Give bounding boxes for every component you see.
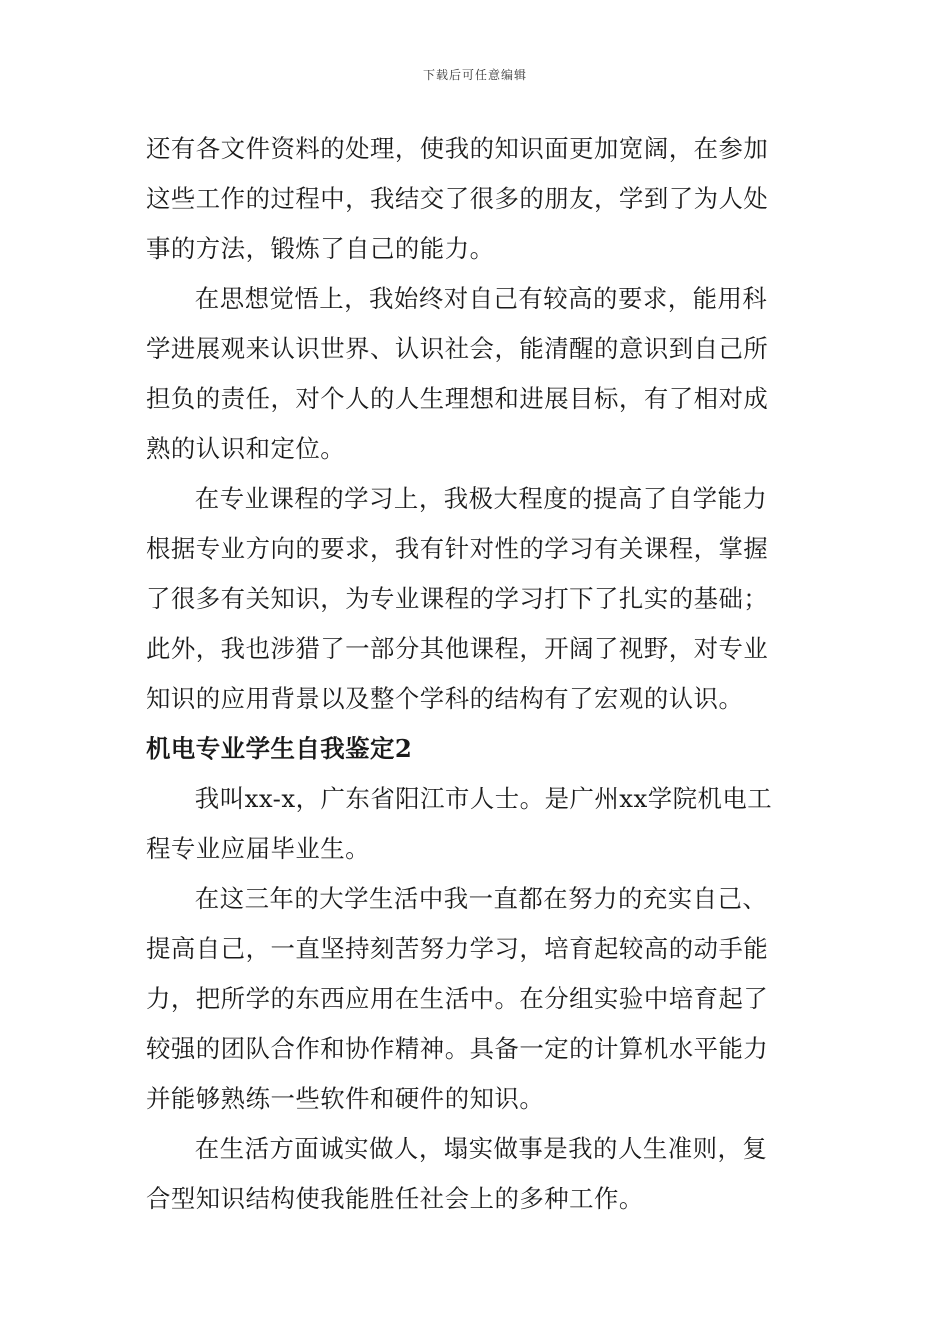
text-line: 这些工作的过程中，我结交了很多的朋友，学到了为人处 bbox=[146, 184, 769, 213]
text-line: 在生活方面诚实做人，塌实做事是我的人生准则，复 bbox=[194, 1134, 768, 1163]
text-line: 并能够熟练一些软件和硬件的知识。 bbox=[146, 1084, 545, 1113]
text-line: 此外，我也涉猎了一部分其他课程，开阔了视野，对专业 bbox=[146, 634, 769, 663]
text-line: 熟的认识和定位。 bbox=[146, 434, 346, 463]
text-line: 担负的责任，对个人的人生理想和进展目标，有了相对成 bbox=[146, 384, 769, 413]
text-line: 学进展观来认识世界、认识社会，能清醒的意识到自己所 bbox=[146, 334, 769, 363]
paragraph-courses bbox=[146, 474, 806, 724]
paragraph-intro bbox=[146, 774, 806, 874]
text-line: 较强的团队合作和协作精神。具备一定的计算机水平能力 bbox=[146, 1034, 769, 1063]
text-line: 知识的应用背景以及整个学科的结构有了宏观的认识。 bbox=[146, 684, 744, 713]
text-line: 事的方法，锻炼了自己的能力。 bbox=[146, 234, 495, 263]
paragraph-college-life bbox=[146, 874, 806, 1124]
text-line: 还有各文件资料的处理，使我的知识面更加宽阔，在参加 bbox=[146, 134, 769, 163]
text-line: 合型知识结构使我能胜任社会上的多种工作。 bbox=[146, 1184, 644, 1213]
text-line: 提高自己，一直坚持刻苦努力学习，培育起较高的动手能 bbox=[146, 934, 769, 963]
text-line: 在这三年的大学生活中我一直都在努力的充实自己、 bbox=[194, 884, 768, 913]
paragraph-ideology bbox=[146, 274, 806, 474]
text-line: 程专业应届毕业生。 bbox=[146, 834, 371, 863]
text-line: 根据专业方向的要求，我有针对性的学习有关课程，掌握 bbox=[146, 534, 769, 563]
paragraph-continuation bbox=[146, 124, 806, 274]
document-body bbox=[146, 124, 806, 1224]
paragraph-life bbox=[146, 1124, 806, 1224]
text-line: 在专业课程的学习上，我极大程度的提高了自学能力 bbox=[194, 484, 768, 513]
text-line: 我叫xx-x，广东省阳江市人士。是广州xx学院机电工 bbox=[194, 784, 773, 813]
text-line: 在思想觉悟上，我始终对自己有较高的要求，能用科 bbox=[194, 284, 768, 313]
text-line: 力，把所学的东西应用在生活中。在分组实验中培育起了 bbox=[146, 984, 769, 1013]
download-note: 下载后可任意编辑 bbox=[422, 68, 527, 82]
section-title: 机电专业学生自我鉴定2 bbox=[146, 734, 413, 763]
text-line: 了很多有关知识，为专业课程的学习打下了扎实的基础； bbox=[146, 584, 769, 613]
